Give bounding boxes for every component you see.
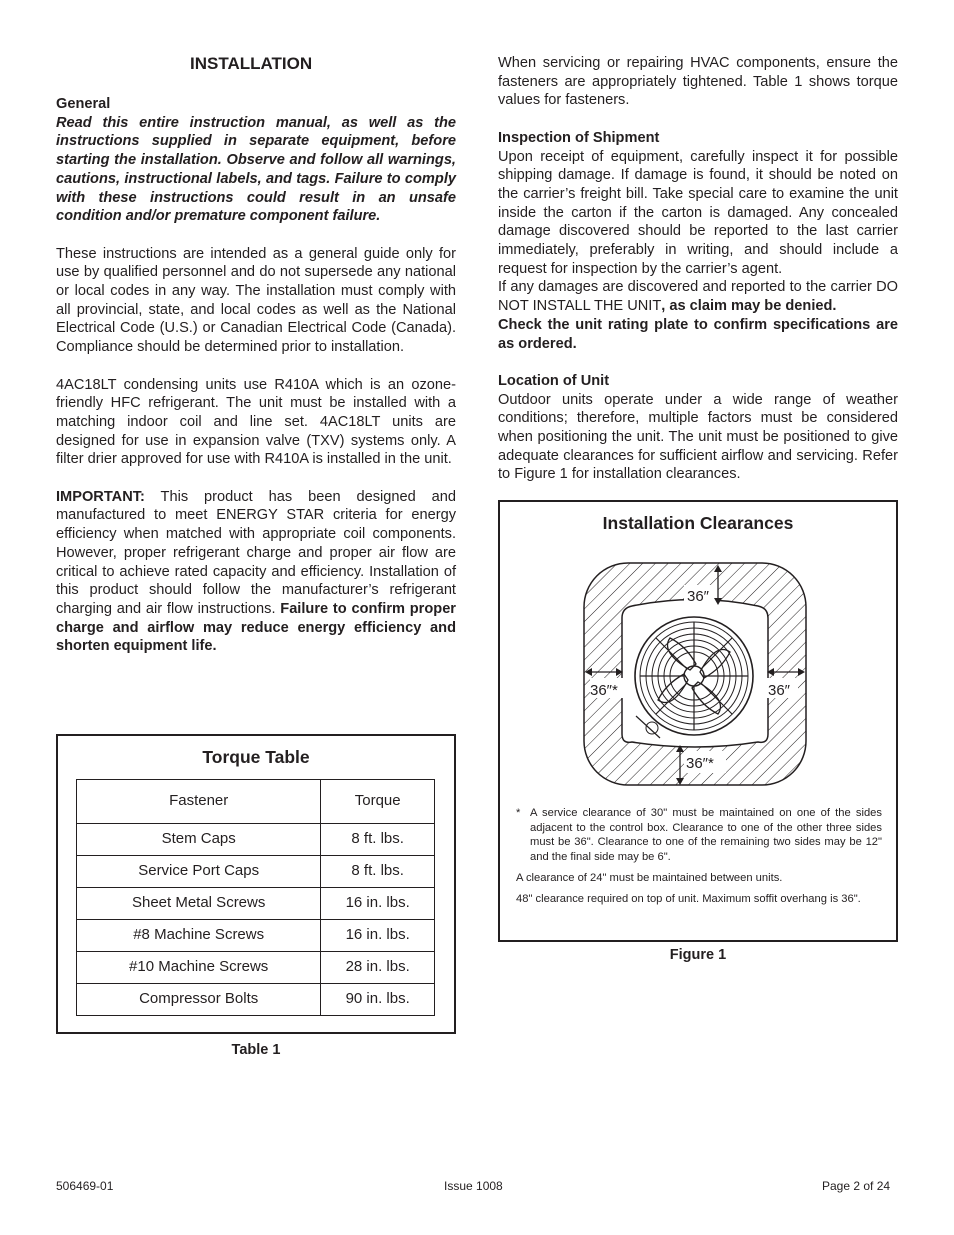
section-title: INSTALLATION: [190, 54, 313, 73]
inspection-paragraph-3: Check the unit rating plate to confirm specifications are as ordered.: [498, 316, 898, 352]
table-cell: 28 in. lbs.: [321, 952, 435, 984]
table-row: [77, 920, 435, 952]
table-caption: Table 1: [231, 1042, 281, 1058]
table-row: [77, 952, 435, 984]
table-row: [77, 888, 435, 920]
general-heading: General: [56, 96, 111, 112]
note-asterisk: *: [516, 807, 521, 819]
table-cell: #8 Machine Screws: [77, 920, 321, 952]
right-column: [498, 54, 898, 484]
general-warning: Read this entire instruction manual, as well as the instructions supplied in separate equipment, before starting the installation. Observe and follow all warnings, cautions, instructional labels, and tags. Failure to comply with these instructions could result in an unsafe condition and/or premature component failure.: [56, 114, 456, 225]
important-text: This product has been designed and manufactured to meet ENERGY STAR criteria for energy efficiency when matched with appropriate coil components. However, proper refrigerant charge and proper air flow are critical to achieve rated capacity and efficiency. Installation of this product should follow the manufacturer’s refrigerant charging and air flow instructions.: [56, 488, 456, 617]
bottom-clearance-label: 36″*: [686, 755, 714, 772]
location-heading: Location of Unit: [498, 372, 610, 389]
table-cell: Service Port Caps: [77, 856, 321, 888]
table-cell: Stem Caps: [77, 824, 321, 856]
important-label: IMPORTANT:: [56, 488, 145, 505]
top-clearance-label: 36″: [687, 588, 709, 605]
inspection-paragraph-2: [498, 278, 898, 315]
general-paragraph-2: 4AC18LT condensing units use R410A which is an ozone-friendly HFC refrigerant. The unit must be installed with a matching indoor coil and line set. 4AC18LT units are designed for use in expansion valve (TXV) systems only. A filter drier approved for use with R410A is installed in the unit.: [56, 376, 456, 468]
service-clearance-note-text: A service clearance of 30" must be maintained on one of the sides adjacent to the control box. Clearance to one of the other three sides must be 36". Clearance to one of the remaining two sides may be 12" and the final side may be 6".: [530, 807, 882, 864]
inspection-heading: Inspection of Shipment: [498, 129, 660, 146]
service-paragraph: When servicing or repairing HVAC components, ensure the fasteners are appropriately tightened. Table 1 shows torque values for fasteners.: [498, 55, 898, 109]
figure-caption: Figure 1: [669, 947, 727, 963]
table-cell: Sheet Metal Screws: [77, 888, 321, 920]
important-paragraph: [56, 488, 456, 656]
doc-number: 506469-01: [56, 1179, 114, 1193]
location-paragraph: Outdoor units operate under a wide range of weather conditions; therefore, multiple factors must be considered when positioning the unit. The unit must be positioned to give adequate clearances for sufficient airflow and servicing. Refer to Figure 1 for installation clearances.: [498, 391, 898, 483]
table-row: [77, 824, 435, 856]
table-header-fastener: Fastener: [77, 780, 321, 824]
inspection-bold-text: , as claim may be denied.: [661, 298, 837, 315]
clearance-diagram: [500, 502, 896, 802]
table-cell: 8 ft. lbs.: [321, 856, 435, 888]
table-cell: Compressor Bolts: [77, 984, 321, 1016]
unit-spacing-note: A clearance of 24" must be maintained between units.: [516, 871, 783, 884]
fan-icon: [635, 617, 753, 735]
left-column: [56, 95, 456, 656]
torque-table-box: [56, 734, 456, 1034]
table-header-torque: Torque: [321, 780, 435, 824]
top-clearance-note: 48" clearance required on top of unit. Maximum soffit overhang is 36".: [516, 892, 861, 905]
service-clearance-note: [516, 806, 882, 865]
page-number: Page 2 of 24: [822, 1179, 891, 1193]
torque-table-title: Torque Table: [202, 747, 310, 767]
table-cell: 90 in. lbs.: [321, 984, 435, 1016]
figure-notes: [516, 806, 882, 912]
figure-title: Installation Clearances: [602, 513, 794, 533]
important-bold-text: Failure to confirm proper charge and airflow may reduce energy efficiency and shorten equipment life.: [56, 600, 456, 655]
table-row: [77, 856, 435, 888]
right-clearance-label: 36″: [768, 682, 790, 699]
installation-clearances-figure: [498, 500, 898, 942]
table-header-row: [77, 780, 435, 824]
left-clearance-label: 36″*: [590, 682, 618, 699]
inspection-paragraph-1: Upon receipt of equipment, carefully inspect it for possible shipping damage. If damage is found, it should be noted on the carrier’s freight bill. Take special care to examine the unit inside the carton if the carton is damaged. Any concealed damage discovered should be reported to the last carrier immediately, preferably in writing, and should include a request for inspection by the carrier’s agent.: [498, 148, 898, 277]
general-paragraph-1: These instructions are intended as a general guide only for use by qualified personnel and do not supersede any national or local codes in any way. The installation must comply with all provincial, state, and local codes as well as the National Electrical Code (U.S.) or Canadian Electrical Code (Canada). Compliance should be determined prior to installation.: [56, 245, 456, 356]
table-cell: 8 ft. lbs.: [321, 824, 435, 856]
inspection-plain-text: If any damages are discovered and reported to the carrier DO NOT INSTALL THE UNIT: [498, 279, 898, 315]
table-cell: 16 in. lbs.: [321, 888, 435, 920]
torque-table: [76, 779, 435, 1016]
issue-number: Issue 1008: [444, 1179, 503, 1193]
table-cell: 16 in. lbs.: [321, 920, 435, 952]
table-cell: #10 Machine Screws: [77, 952, 321, 984]
table-row: [77, 984, 435, 1016]
